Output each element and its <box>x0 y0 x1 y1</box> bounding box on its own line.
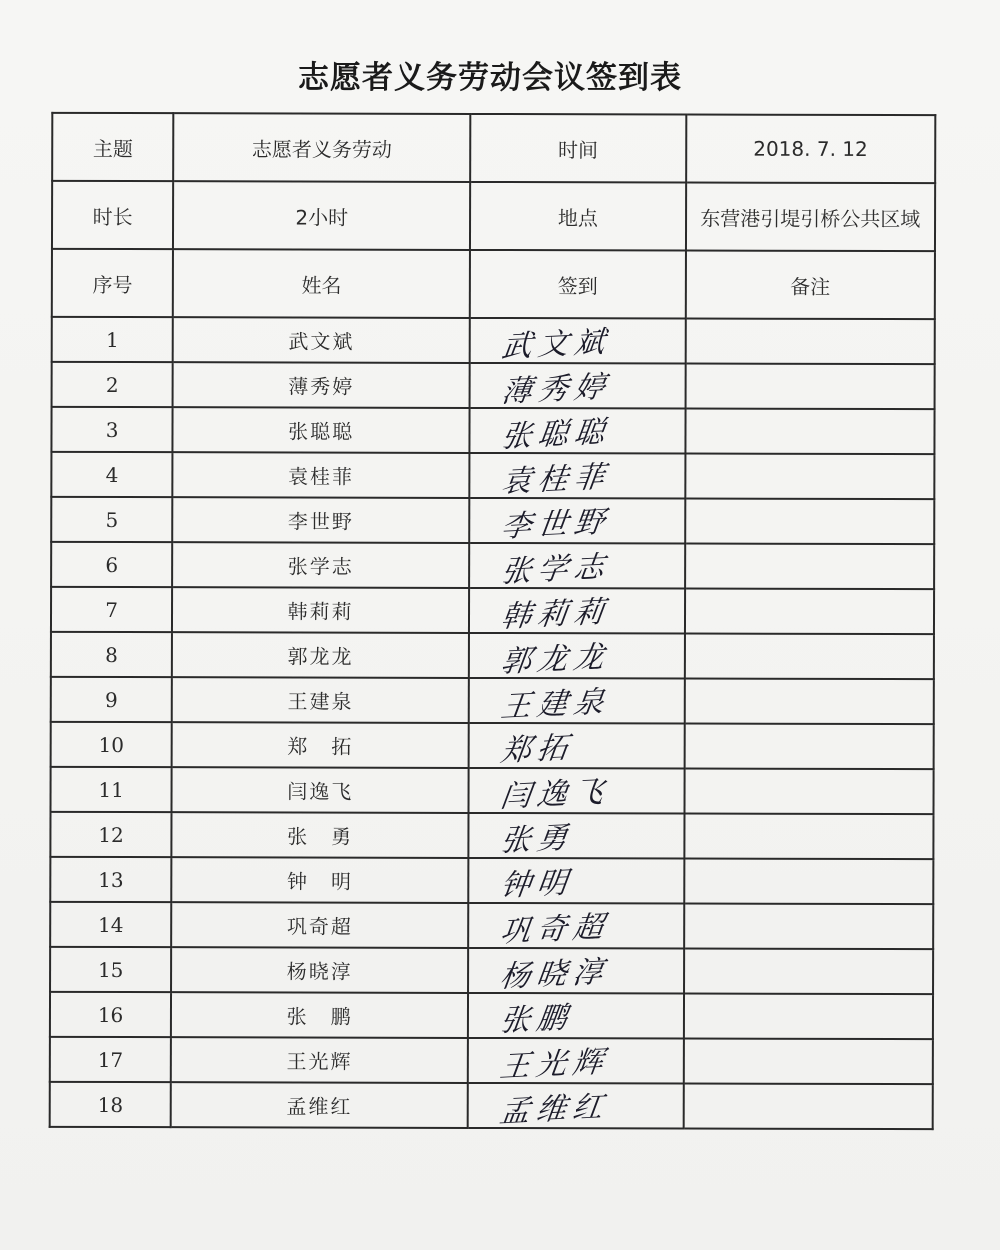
row-name: 王建泉 <box>172 677 469 723</box>
table-row <box>50 902 933 949</box>
row-remarks <box>683 1039 933 1085</box>
row-signature <box>470 363 686 409</box>
label-location: 地点 <box>470 182 686 251</box>
row-remarks <box>685 409 935 455</box>
table-row <box>50 947 933 994</box>
value-location: 东营港引堤引桥公共区域 <box>686 183 936 252</box>
row-remarks <box>684 859 934 905</box>
row-remarks <box>683 994 933 1040</box>
row-remarks <box>685 589 935 635</box>
handwritten-signature: 钟明 <box>498 865 576 904</box>
column-header-row <box>52 249 935 319</box>
row-number: 10 <box>51 722 172 767</box>
handwritten-signature: 孟维红 <box>497 1089 612 1130</box>
row-remarks <box>684 814 934 860</box>
row-remarks <box>683 1084 933 1130</box>
table-row <box>51 587 934 634</box>
row-remarks <box>684 904 934 950</box>
row-remarks <box>685 364 935 410</box>
handwritten-signature: 薄秀婷 <box>499 369 613 410</box>
table-row <box>51 407 934 454</box>
row-remarks <box>685 454 935 500</box>
row-signature <box>469 723 685 769</box>
header-row-duration <box>52 181 935 251</box>
row-signature <box>468 903 684 949</box>
label-time: 时间 <box>470 114 686 183</box>
row-number: 4 <box>51 452 172 497</box>
row-number: 11 <box>50 767 171 812</box>
row-remarks <box>684 949 934 995</box>
handwritten-signature: 巩奇超 <box>498 909 612 950</box>
handwritten-signature: 张勇 <box>498 820 576 859</box>
row-name: 巩奇超 <box>171 902 468 948</box>
row-signature <box>469 543 685 589</box>
value-topic: 志愿者义务劳动 <box>173 113 470 182</box>
row-remarks <box>685 499 935 545</box>
row-number: 6 <box>51 542 172 587</box>
label-duration: 时长 <box>52 181 173 249</box>
row-name: 袁桂菲 <box>173 452 470 498</box>
table-row <box>51 722 934 769</box>
col-header-remarks: 备注 <box>685 251 935 320</box>
row-signature <box>469 498 685 544</box>
row-number: 7 <box>51 587 172 632</box>
row-name: 王光辉 <box>171 1037 468 1083</box>
table-row <box>52 317 935 364</box>
handwritten-signature: 张聪聪 <box>499 414 613 455</box>
row-signature <box>468 1038 684 1084</box>
row-name: 韩莉莉 <box>172 587 469 633</box>
table-row <box>50 767 933 814</box>
row-number: 16 <box>50 992 171 1037</box>
row-name: 张学志 <box>172 542 469 588</box>
row-signature <box>469 813 685 859</box>
row-signature <box>469 768 685 814</box>
handwritten-signature: 韩莉莉 <box>499 594 613 635</box>
table-row <box>51 497 934 544</box>
row-name: 张 鹏 <box>171 992 468 1038</box>
row-remarks <box>685 319 935 365</box>
row-signature <box>469 453 685 499</box>
row-name: 郭龙龙 <box>172 632 469 678</box>
row-number: 18 <box>50 1082 171 1127</box>
row-signature <box>468 1083 684 1129</box>
table-row <box>52 362 935 409</box>
row-number: 14 <box>50 902 171 947</box>
row-number: 13 <box>50 857 171 902</box>
handwritten-signature: 张鹏 <box>498 1000 576 1039</box>
row-name: 杨晓淳 <box>171 947 468 993</box>
row-remarks <box>684 724 934 770</box>
row-remarks <box>684 769 934 815</box>
row-number: 17 <box>50 1037 171 1082</box>
table-row <box>51 452 934 499</box>
row-number: 5 <box>51 497 172 542</box>
row-signature <box>470 408 686 454</box>
row-name: 张聪聪 <box>173 407 470 453</box>
row-number: 3 <box>51 407 172 452</box>
row-number: 8 <box>51 632 172 677</box>
value-duration: 2小时 <box>173 181 470 250</box>
row-signature <box>468 858 684 904</box>
row-name: 闫逸飞 <box>172 767 469 813</box>
table-row <box>50 857 933 904</box>
col-header-signature: 签到 <box>470 250 686 319</box>
handwritten-signature: 张学志 <box>499 549 613 590</box>
row-number: 15 <box>50 947 171 992</box>
row-signature <box>469 588 685 634</box>
row-name: 李世野 <box>172 497 469 543</box>
row-remarks <box>684 679 934 725</box>
row-number: 2 <box>52 362 173 407</box>
page-title: 志愿者义务劳动会议签到表 <box>298 60 682 96</box>
handwritten-signature: 王光辉 <box>497 1044 612 1085</box>
handwritten-signature: 闫逸飞 <box>498 774 612 815</box>
col-header-name: 姓名 <box>173 249 470 318</box>
row-remarks <box>684 634 934 680</box>
table-row <box>51 677 934 724</box>
handwritten-signature: 袁桂菲 <box>499 459 613 500</box>
value-time: 2018. 7. 12 <box>686 115 936 184</box>
row-signature <box>468 948 684 994</box>
row-number: 1 <box>52 317 173 362</box>
table-row <box>50 1037 933 1084</box>
handwritten-signature: 郑拓 <box>498 730 576 769</box>
row-signature <box>468 993 684 1039</box>
row-name: 张 勇 <box>172 812 469 858</box>
sign-in-table <box>49 112 937 1130</box>
table-row <box>50 1082 933 1129</box>
row-name: 郑 拓 <box>172 722 469 768</box>
row-number: 12 <box>50 812 171 857</box>
label-topic: 主题 <box>52 113 173 181</box>
row-number: 9 <box>51 677 172 722</box>
handwritten-signature: 杨晓淳 <box>498 954 612 995</box>
row-signature <box>469 678 685 724</box>
row-signature <box>470 318 686 364</box>
handwritten-signature: 王建泉 <box>498 684 613 725</box>
row-name: 薄秀婷 <box>173 362 470 408</box>
table-row <box>50 812 933 859</box>
row-remarks <box>685 544 935 590</box>
row-name: 武文斌 <box>173 317 470 363</box>
handwritten-signature: 郭龙龙 <box>498 639 613 680</box>
table-row <box>51 632 934 679</box>
handwritten-signature: 李世野 <box>499 504 613 545</box>
handwritten-signature: 武文斌 <box>499 324 614 365</box>
row-signature <box>469 633 685 679</box>
col-header-number: 序号 <box>52 249 173 317</box>
table-row <box>51 542 934 589</box>
table-row <box>50 992 933 1039</box>
row-name: 钟 明 <box>171 857 468 903</box>
header-row-topic <box>52 113 935 183</box>
row-name: 孟维红 <box>171 1082 468 1128</box>
